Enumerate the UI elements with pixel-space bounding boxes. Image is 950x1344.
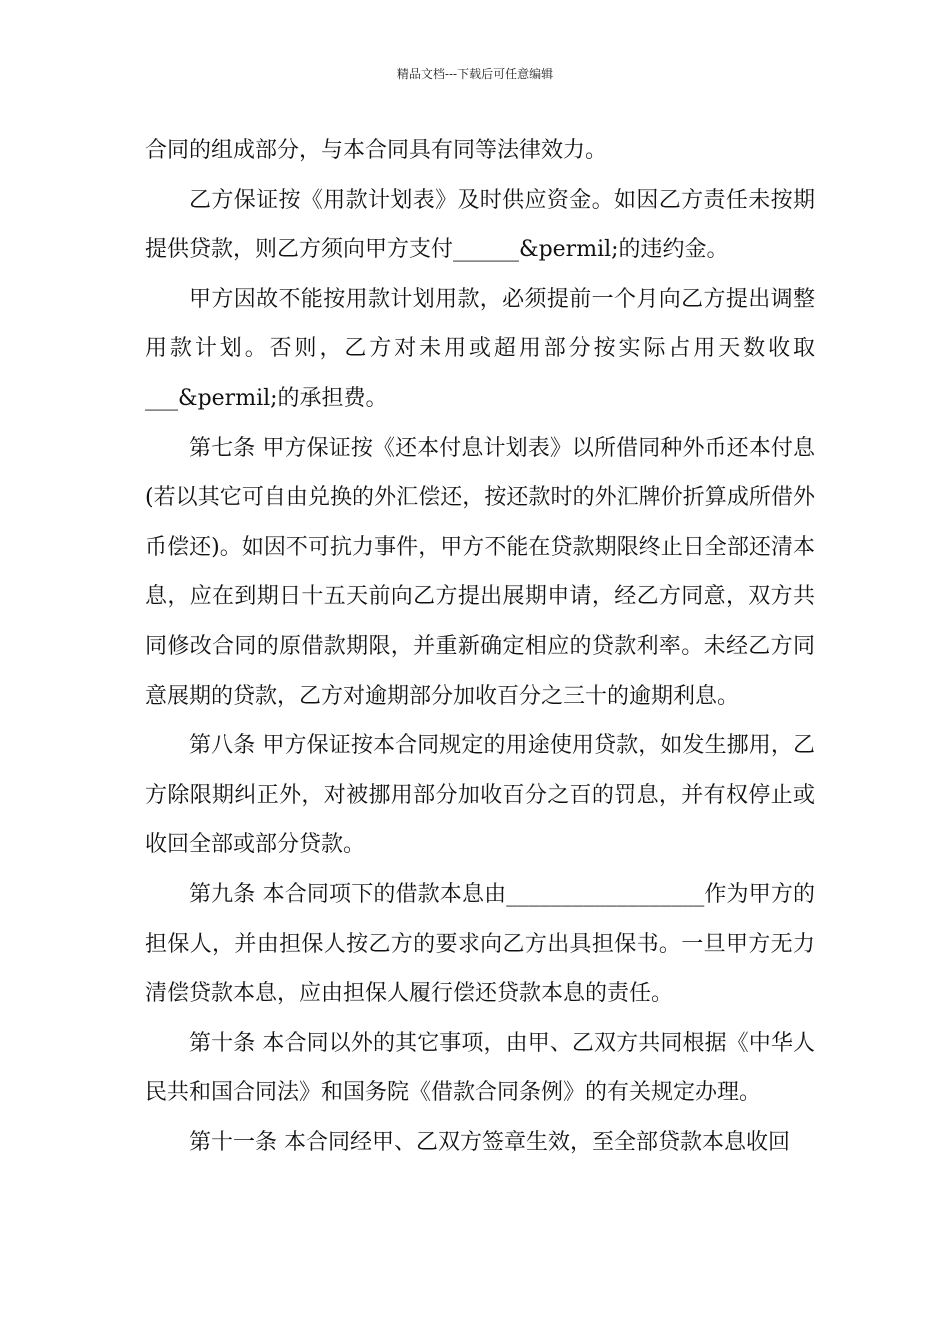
paragraph-article-10: 第十条 本合同以外的其它事项，由甲、乙双方共同根据《中华人民共和国合同法》和国务院《借款合同条例》的有关规定办理。 xyxy=(145,1030,815,1106)
document-body xyxy=(145,126,815,1167)
paragraph-continuation: 合同的组成部分，与本合同具有同等法律效力。 xyxy=(145,138,608,163)
paragraph-article-7: 第七条 甲方保证按《还本付息计划表》以所借同种外币还本付息(若以其它可自由兑换的外汇偿还，按还款时的外汇牌价折算成所借外币偿还)。如因不可抗力事件，甲方不能在贷款期限终止日全部还清本息，应在到期日十五天前向乙方提出展期申请，经乙方同意，双方共同修改合同的原借款期限，并重新确定相应的贷款利率。未经乙方同意展期的贷款，乙方对逾期部分加收百分之三十的逾期利息。 xyxy=(145,435,815,709)
paragraph-article-8: 第八条 甲方保证按本合同规定的用途使用贷款，如发生挪用，乙方除限期纠正外，对被挪用部分加收百分之百的罚息，并有权停止或收回全部或部分贷款。 xyxy=(145,733,815,858)
paragraph-article-9: 第九条 本合同项下的借款本息由__________________作为甲方的担保人，并由担保人按乙方的要求向乙方出具担保书。一旦甲方无力清偿贷款本息，应由担保人履行偿还贷款本息的责任。 xyxy=(145,881,815,1007)
paragraph-funding-guarantee: 乙方保证按《用款计划表》及时供应资金。如因乙方责任未按期提供贷款，则乙方须向甲方支付______&permil;的违约金。 xyxy=(145,187,815,263)
paragraph-article-11: 第十一条 本合同经甲、乙双方签章生效，至全部贷款本息收回 xyxy=(189,1129,790,1155)
paragraph-usage-adjustment: 甲方因故不能按用款计划用款，必须提前一个月向乙方提出调整用款计划。否则，乙方对未用或超用部分按实际占用天数收取___&permil;的承担费。 xyxy=(145,286,815,411)
page-header: 精品文档---下载后可任意编辑 xyxy=(396,67,554,81)
